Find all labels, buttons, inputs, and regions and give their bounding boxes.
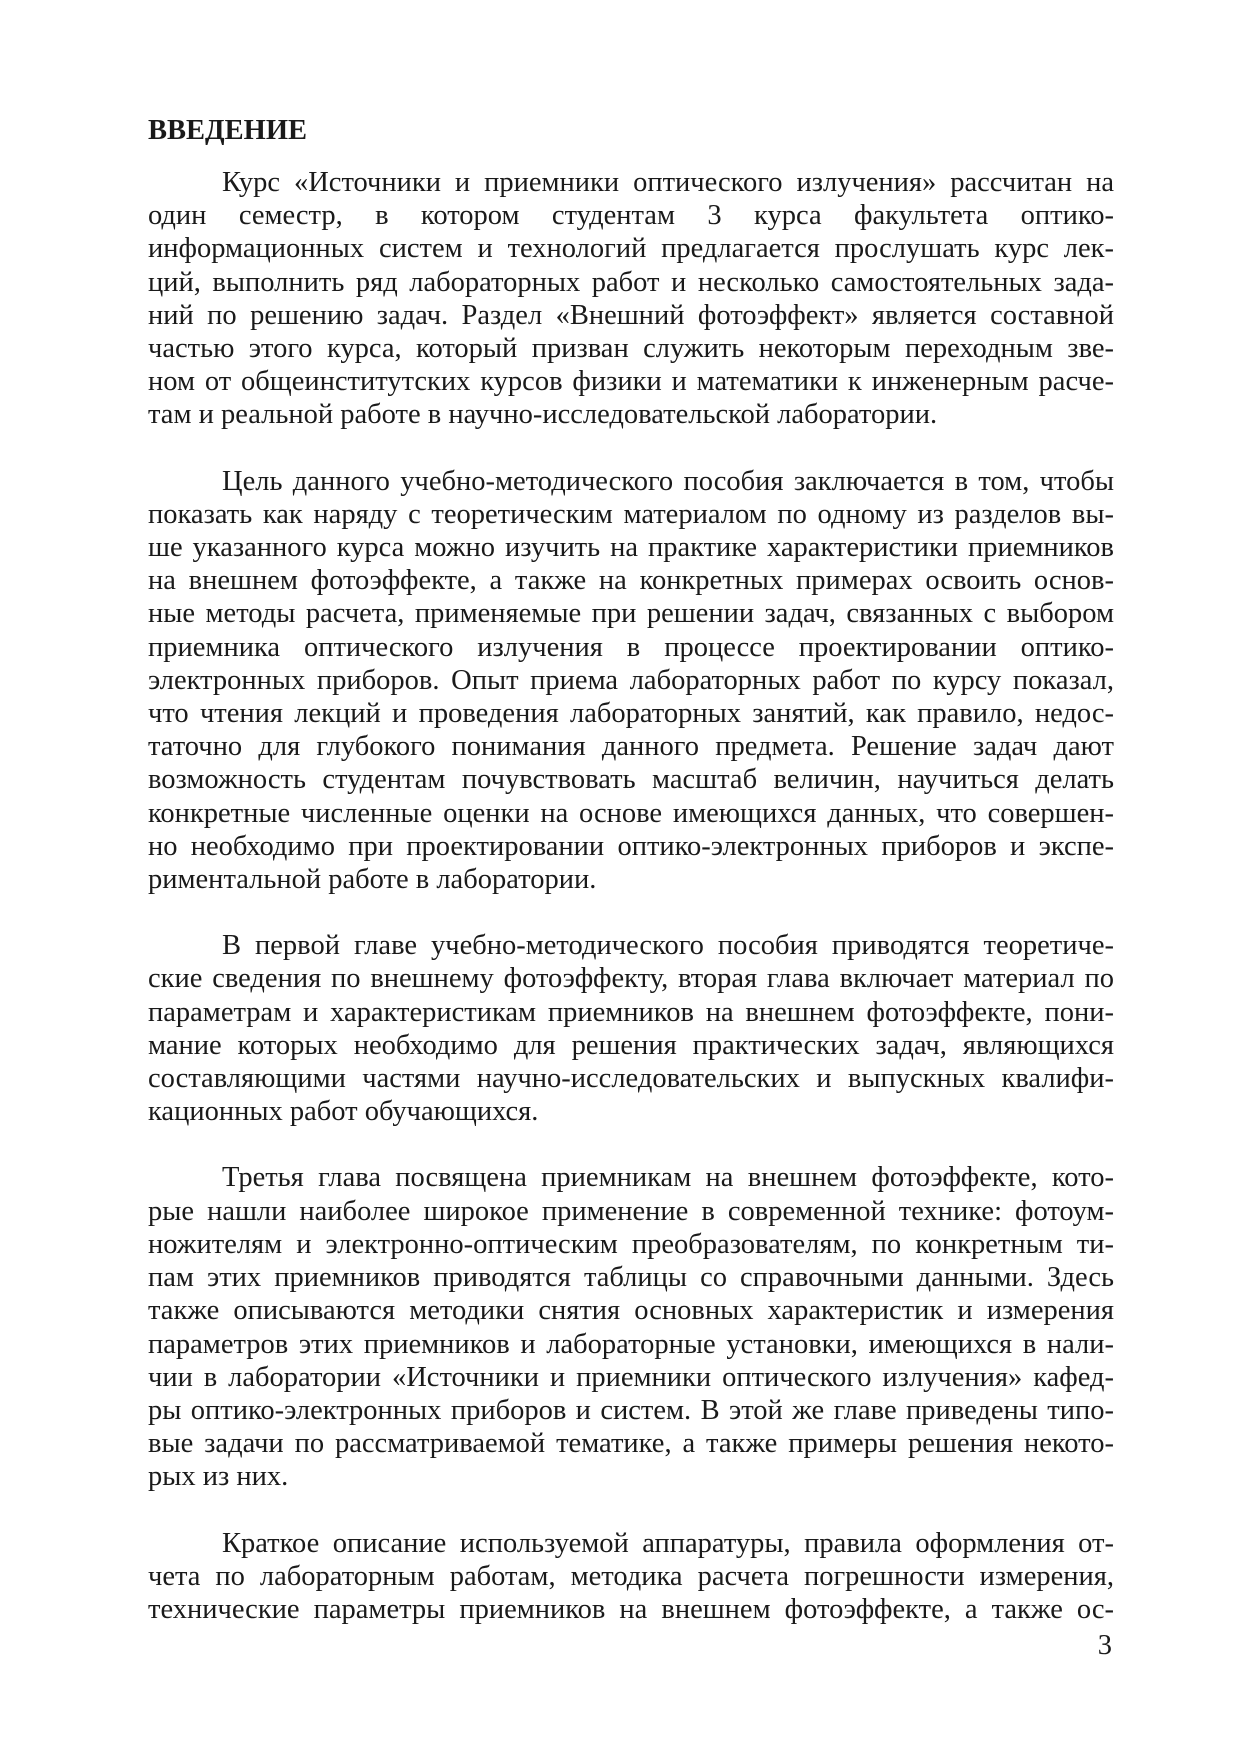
paragraph [148, 929, 1114, 1128]
text-line: чета по лабораторным работам, методика расчета погрешности измерения, [148, 1560, 1114, 1592]
text-line: конкретные численные оценки на основе имеющихся данных, что совершен- [148, 797, 1114, 829]
text-line: показать как наряду с теоретическим материалом по одному из разделов вы- [148, 498, 1114, 530]
text-line: ные методы расчета, применяемые при решении задач, связанных с выбором [148, 598, 1114, 630]
text-line: информационных систем и технологий предлагается прослушать курс лек- [148, 233, 1114, 265]
text-line: ры оптико-электронных приборов и систем. В этой же главе приведены типо- [148, 1394, 1114, 1426]
text-line: составляющими частями научно-исследовательских и выпускных квалифи- [148, 1063, 1114, 1095]
text-line: ном от общеинститутских курсов физики и математики к инженерным расче- [148, 366, 1114, 398]
text-line: ножителям и электронно-оптическим преобразователям, по конкретным ти- [148, 1228, 1114, 1260]
text-line: что чтения лекций и проведения лабораторных занятий, как правило, недос- [148, 698, 1114, 730]
text-line: Краткое описание используемой аппаратуры, правила оформления от- [222, 1527, 1114, 1559]
text-line: но необходимо при проектировании оптико-электронных приборов и экспе- [148, 830, 1114, 862]
text-line: также описываются методики снятия основных характеристик и измерения [148, 1295, 1114, 1327]
text-line: электронных приборов. Опыт приема лабораторных работ по курсу показал, [148, 664, 1114, 696]
text-line: Третья глава посвящена приемникам на внешнем фотоэффекте, кото- [222, 1162, 1114, 1194]
text-line: там и реальной работе в научно-исследовательской лаборатории. [148, 399, 938, 431]
paragraph [148, 166, 1114, 432]
text-line: частью этого курса, который призван служить некоторым переходным зве- [148, 333, 1114, 365]
text-line: рых из них. [148, 1461, 289, 1493]
text-line: кационных работ обучающихся. [148, 1096, 539, 1128]
text-line: параметров этих приемников и лабораторные установки, имеющихся в нали- [148, 1328, 1114, 1360]
text-line: Курс «Источники и приемники оптического излучения» рассчитан на [222, 167, 1114, 198]
text-line: ше указанного курса можно изучить на практике характеристики приемников [148, 532, 1114, 564]
text-line: приемника оптического излучения в процессе проектировании оптико- [148, 631, 1114, 663]
text-line: ний по решению задач. Раздел «Внешний фотоэффект» является составной [148, 299, 1114, 331]
text-line: В первой главе учебно-методического пособия приводятся теоретиче- [222, 930, 1114, 962]
text-line: чии в лаборатории «Источники и приемники оптического излучения» кафед- [148, 1361, 1114, 1393]
text-line: мание которых необходимо для решения практических задач, являющихся [148, 1029, 1114, 1061]
text-line: рые нашли наиболее широкое применение в современной технике: фотоум- [148, 1195, 1114, 1227]
text-line: ские сведения по внешнему фотоэффекту, вторая глава включает материал по [148, 963, 1114, 995]
text-line: риментальной работе в лаборатории. [148, 864, 597, 896]
text-line: ций, выполнить ряд лабораторных работ и несколько самостоятельных зада- [148, 266, 1114, 298]
page-number: 3 [1097, 1630, 1112, 1661]
text-line: вые задачи по рассматриваемой тематике, а также примеры решения некото- [148, 1428, 1114, 1460]
paragraph [148, 1161, 1114, 1493]
text-line: технические параметры приемников на внешнем фотоэффекте, а также ос- [148, 1593, 1114, 1625]
paragraph [148, 1527, 1114, 1627]
section-heading: ВВЕДЕНИЕ [148, 115, 307, 146]
text-line: параметрам и характеристикам приемников на внешнем фотоэффекте, пони- [148, 996, 1114, 1028]
text-line: Цель данного учебно-методического пособия заключается в том, чтобы [222, 465, 1114, 497]
text-line: таточно для глубокого понимания данного предмета. Решение задач дают [148, 731, 1114, 763]
paragraph [148, 465, 1114, 897]
text-line: на внешнем фотоэффекте, а также на конкретных примерах освоить основ- [148, 565, 1114, 597]
text-line: пам этих приемников приводятся таблицы со справочными данными. Здесь [148, 1262, 1114, 1294]
paragraph-container [148, 166, 1114, 1626]
page-content [148, 114, 1114, 1626]
text-line: один семестр, в котором студентам 3 курса факультета оптико- [148, 200, 1114, 232]
text-line: возможность студентам почувствовать масштаб величин, научиться делать [148, 764, 1114, 796]
